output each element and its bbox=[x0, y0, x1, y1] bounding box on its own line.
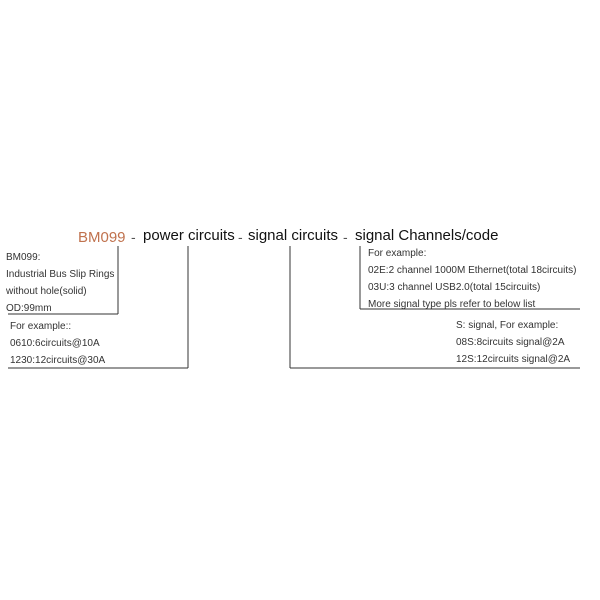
signal-channels-label: signal Channels/code bbox=[355, 227, 499, 244]
signal-channels-example bbox=[368, 245, 576, 313]
channels-example-line: 03U:3 channel USB2.0(total 15circuits) bbox=[368, 282, 541, 293]
power-circuits-label: power circuits bbox=[143, 227, 235, 244]
separator-dash: - bbox=[238, 229, 243, 245]
signal-circuits-label: signal circuits bbox=[248, 227, 339, 244]
model-desc-line: Industrial Bus Slip Rings bbox=[6, 269, 115, 280]
model-desc-line: BM099: bbox=[6, 252, 41, 263]
model-desc-line: without hole(solid) bbox=[6, 286, 87, 297]
model-code: BM099 bbox=[78, 229, 126, 246]
signal-example-line: S: signal, For example: bbox=[456, 320, 559, 331]
model-description bbox=[6, 249, 114, 317]
power-example-line: For example:: bbox=[10, 321, 72, 332]
signal-example-line: 12S:12circuits signal@2A bbox=[456, 354, 571, 365]
model-desc-line: OD:99mm bbox=[6, 303, 52, 314]
separator-dash: - bbox=[131, 229, 136, 245]
separator-dash: - bbox=[343, 229, 348, 245]
channels-example-line: 02E:2 channel 1000M Ethernet(total 18circuits) bbox=[368, 265, 577, 276]
channels-example-line: More signal type pls refer to below list bbox=[368, 299, 536, 310]
channels-example-line: For example: bbox=[368, 248, 427, 259]
signal-circuits-example bbox=[456, 317, 570, 368]
power-circuits-example bbox=[10, 318, 105, 369]
power-example-line: 0610:6circuits@10A bbox=[10, 338, 100, 349]
power-example-line: 1230:12circuits@30A bbox=[10, 355, 106, 366]
signal-example-line: 08S:8circuits signal@2A bbox=[456, 337, 565, 348]
